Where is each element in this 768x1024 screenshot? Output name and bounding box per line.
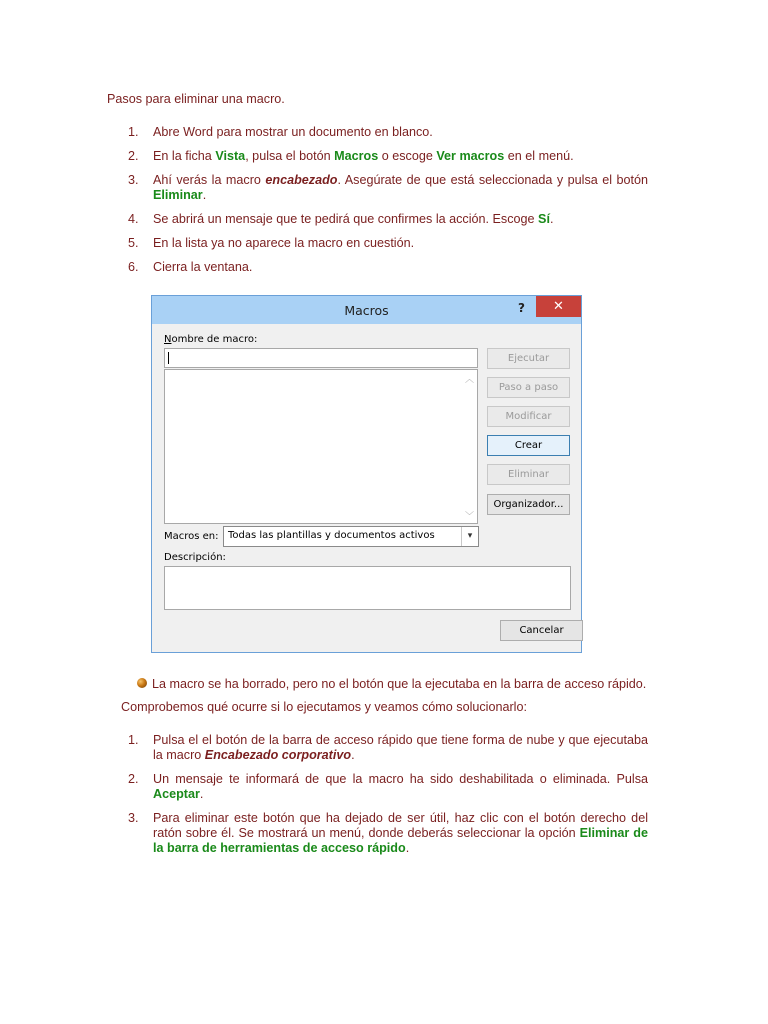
step-button[interactable]: Paso a paso bbox=[487, 377, 570, 398]
cancel-button[interactable]: Cancelar bbox=[500, 620, 583, 641]
create-button[interactable]: Crear bbox=[487, 435, 570, 456]
macros-in-value: Todas las plantillas y documentos activos bbox=[228, 530, 435, 541]
macros-dialog bbox=[151, 295, 582, 653]
list-item bbox=[128, 173, 648, 203]
macros-in-label: Macros en: bbox=[164, 531, 219, 542]
list-item bbox=[128, 260, 648, 275]
bullet-icon bbox=[137, 678, 147, 688]
list-text: Para eliminar este botón que ha dejado de ser útil, haz clic con el botón derecho del ratón sobre él. Se mostrará un menú, donde deberás seleccionar la opción bbox=[153, 811, 648, 840]
intro-text: Pasos para eliminar una macro. bbox=[107, 92, 285, 106]
highlight-term: Ver macros bbox=[436, 149, 505, 163]
chevron-down-icon[interactable]: ▾ bbox=[461, 527, 478, 546]
macro-name: encabezado bbox=[265, 173, 338, 187]
highlight-term: Vista bbox=[215, 149, 246, 163]
list-text: Cierra la ventana. bbox=[153, 260, 253, 274]
highlight-term: Sí bbox=[538, 212, 550, 226]
list-text: en el menú. bbox=[504, 149, 574, 163]
list-text: En la ficha bbox=[153, 149, 216, 163]
list-item bbox=[128, 733, 648, 763]
highlight-term: Eliminar de la barra de herramientas de acceso rápido bbox=[153, 826, 649, 855]
list-text: Pulsa el el botón de la barra de acceso rápido que tiene forma de nube y que ejecutaba la macro bbox=[153, 733, 648, 762]
note2-text: Comprobemos qué ocurre si lo ejecutamos y veamos cómo solucionarlo: bbox=[121, 700, 527, 714]
organizer-button[interactable]: Organizador... bbox=[487, 494, 570, 515]
macro-name-label-text: ombre de macro: bbox=[171, 334, 258, 345]
list-number: 3. bbox=[128, 173, 139, 187]
list-text: , pulsa el botón bbox=[245, 149, 335, 163]
close-button[interactable]: ✕ bbox=[536, 296, 581, 317]
list-item bbox=[128, 125, 648, 140]
highlight-term: Aceptar bbox=[153, 787, 200, 801]
highlight-term: Eliminar bbox=[153, 188, 203, 202]
list-item bbox=[128, 772, 648, 802]
list-text: Ahí verás la macro bbox=[153, 173, 266, 187]
list-number: 5. bbox=[128, 236, 139, 250]
help-icon[interactable]: ? bbox=[518, 301, 525, 315]
run-button[interactable]: Ejecutar bbox=[487, 348, 570, 369]
macro-name-label: Nombre de macro: bbox=[164, 334, 258, 345]
edit-button[interactable]: Modificar bbox=[487, 406, 570, 427]
list-number: 2. bbox=[128, 772, 139, 786]
list-number: 1. bbox=[128, 733, 139, 747]
list-number: 1. bbox=[128, 125, 139, 139]
list-text: Abre Word para mostrar un documento en blanco. bbox=[153, 125, 433, 139]
list-text: Un mensaje te informará de que la macro ha sido deshabilitada o eliminada. Pulsa bbox=[153, 772, 648, 786]
text-cursor bbox=[168, 352, 169, 364]
list-number: 3. bbox=[128, 811, 139, 825]
macro-list[interactable] bbox=[164, 369, 478, 524]
scroll-up-icon[interactable]: ︿ bbox=[465, 375, 475, 385]
list-number: 4. bbox=[128, 212, 139, 226]
note-text: La macro se ha borrado, pero no el botón que la ejecutaba en la barra de acceso rápido. bbox=[152, 677, 647, 691]
list-text: o escoge bbox=[378, 149, 437, 163]
list-item bbox=[128, 236, 648, 251]
list-text: . bbox=[199, 787, 204, 801]
list-number: 6. bbox=[128, 260, 139, 274]
macros-in-select[interactable] bbox=[223, 526, 479, 547]
dialog-title: Macros bbox=[344, 303, 389, 318]
steps-list-2 bbox=[128, 733, 648, 856]
macro-name: Encabezado corporativo bbox=[204, 748, 352, 762]
list-text: . Asegúrate de que está seleccionada y pulsa el botón bbox=[337, 173, 648, 187]
list-text: . bbox=[351, 748, 355, 762]
list-item bbox=[128, 811, 648, 856]
list-text: . bbox=[202, 188, 207, 202]
dialog-title-bar bbox=[152, 296, 581, 324]
scroll-down-icon[interactable]: ﹀ bbox=[465, 512, 475, 522]
list-number: 2. bbox=[128, 149, 139, 163]
list-item bbox=[128, 212, 648, 227]
list-text: En la lista ya no aparece la macro en cuestión. bbox=[153, 236, 415, 250]
steps-list-1 bbox=[128, 125, 648, 275]
list-text: . bbox=[549, 212, 554, 226]
macro-name-input[interactable] bbox=[164, 348, 478, 368]
list-item bbox=[128, 149, 648, 164]
highlight-term: Macros bbox=[334, 149, 379, 163]
delete-button[interactable]: Eliminar bbox=[487, 464, 570, 485]
list-text: . bbox=[405, 841, 410, 855]
description-box bbox=[164, 566, 571, 610]
description-label: Descripción: bbox=[164, 552, 226, 563]
list-text: Se abrirá un mensaje que te pedirá que confirmes la acción. Escoge bbox=[153, 212, 539, 226]
